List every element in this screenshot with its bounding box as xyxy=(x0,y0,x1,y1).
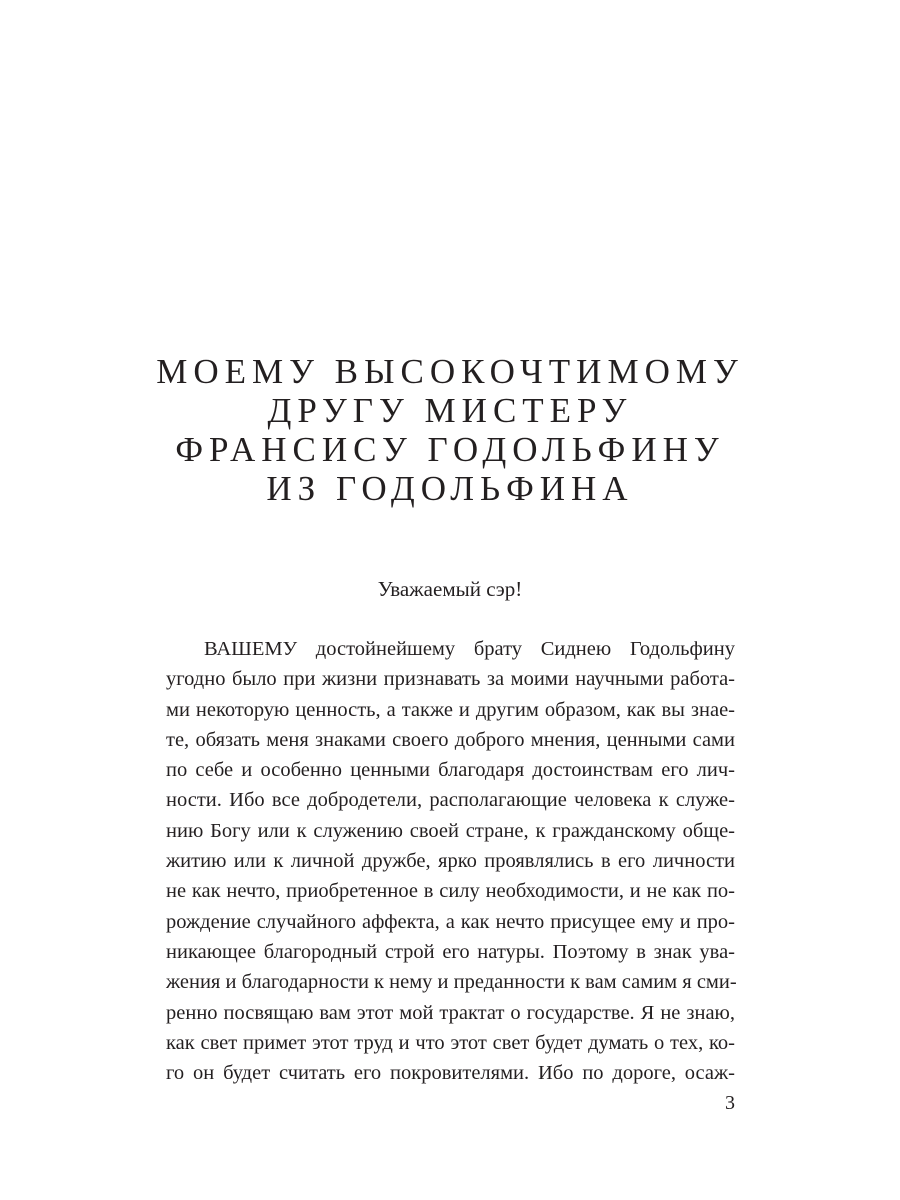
text-line: ренно посвящаю вам этот мой трактат о государстве. Я не знаю, xyxy=(166,1001,735,1024)
text-line: по себе и особенно ценными благодаря достоинствам его лич- xyxy=(166,759,735,782)
body-paragraph xyxy=(166,634,735,1088)
text-line: рождение случайного аффекта, а как нечто присущее ему и про- xyxy=(166,910,735,933)
text-line: жения и благодарности к нему и преданности к вам самим я сми- xyxy=(166,971,737,994)
text-line: те, обязать меня знаками своего доброго мнения, ценными сами xyxy=(166,728,735,751)
text-line: угодно было при жизни признавать за моими научными работа- xyxy=(166,668,735,691)
text-line: ВАШЕМУ достойнейшему брату Сиднею Годольфину xyxy=(204,638,735,660)
dedication-heading xyxy=(0,352,900,508)
text-line: нию Богу или к служению своей стране, к гражданскому обще- xyxy=(166,819,735,842)
page-number: 3 xyxy=(725,1092,735,1114)
text-line: никающее благородный строй его натуры. Поэтому в знак ува- xyxy=(166,940,735,963)
text-line: ности. Ибо все добродетели, располагающие человека к служе- xyxy=(166,789,735,812)
text-line: житию или к личной дружбе, ярко проявлялись в его личности xyxy=(166,850,735,873)
text-line: ми некоторую ценность, а также и другим образом, как вы знае- xyxy=(166,698,735,721)
text-line: го он будет считать его покровителями. Ибо по дороге, осаж- xyxy=(166,1062,735,1085)
dedication-line: МОЕМУ ВЫСОКОЧТИМОМУ xyxy=(156,352,744,391)
salutation: Уважаемый сэр! xyxy=(377,577,523,601)
dedication-line: ДРУГУ МИСТЕРУ xyxy=(267,391,633,430)
dedication-line: ИЗ ГОДОЛЬФИНА xyxy=(266,469,634,508)
text-line: не как нечто, приобретенное в силу необходимости, и не как по- xyxy=(166,880,735,903)
text-line: как свет примет этот труд и что этот свет будет думать о тех, ко- xyxy=(166,1031,735,1054)
dedication-line: ФРАНСИСУ ГОДОЛЬФИНУ xyxy=(175,430,725,469)
